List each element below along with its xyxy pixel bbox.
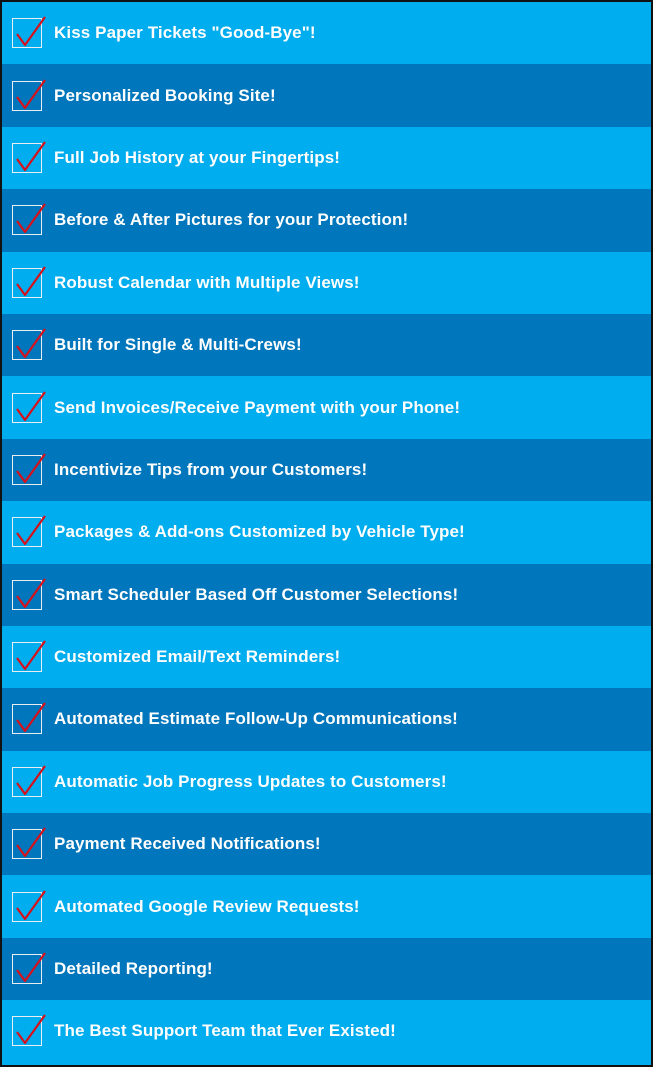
feature-row bbox=[2, 626, 651, 688]
checkbox-checked-icon bbox=[12, 81, 42, 111]
feature-label: Full Job History at your Fingertips! bbox=[54, 147, 341, 167]
feature-label: Packages & Add-ons Customized by Vehicle Type! bbox=[54, 522, 465, 542]
feature-label: Send Invoices/Receive Payment with your Phone! bbox=[54, 397, 461, 417]
feature-row bbox=[2, 1000, 651, 1062]
feature-label: Personalized Booking Site! bbox=[54, 85, 276, 105]
feature-label: Kiss Paper Tickets "Good-Bye"! bbox=[54, 23, 316, 43]
checkbox-checked-icon bbox=[12, 892, 42, 922]
checkbox-checked-icon bbox=[12, 580, 42, 610]
checkbox-checked-icon bbox=[12, 829, 42, 859]
checkbox-checked-icon bbox=[12, 330, 42, 360]
checkbox-checked-icon bbox=[12, 704, 42, 734]
feature-row bbox=[2, 252, 651, 314]
feature-row bbox=[2, 688, 651, 750]
feature-label: Automated Google Review Requests! bbox=[54, 896, 360, 916]
feature-row bbox=[2, 564, 651, 626]
feature-label: Detailed Reporting! bbox=[54, 959, 213, 979]
feature-row bbox=[2, 64, 651, 126]
feature-row bbox=[2, 875, 651, 937]
feature-row bbox=[2, 314, 651, 376]
feature-row bbox=[2, 501, 651, 563]
feature-row bbox=[2, 938, 651, 1000]
feature-label: Automatic Job Progress Updates to Customers! bbox=[54, 771, 447, 791]
checkbox-checked-icon bbox=[12, 393, 42, 423]
feature-row bbox=[2, 2, 651, 64]
feature-label: Payment Received Notifications! bbox=[54, 834, 321, 854]
feature-row bbox=[2, 189, 651, 251]
checkbox-checked-icon bbox=[12, 1016, 42, 1046]
checkbox-checked-icon bbox=[12, 767, 42, 797]
checkbox-checked-icon bbox=[12, 268, 42, 298]
checkbox-checked-icon bbox=[12, 205, 42, 235]
checkbox-checked-icon bbox=[12, 517, 42, 547]
feature-label: Smart Scheduler Based Off Customer Selections! bbox=[54, 584, 459, 604]
checkbox-checked-icon bbox=[12, 954, 42, 984]
checkbox-checked-icon bbox=[12, 642, 42, 672]
feature-row bbox=[2, 813, 651, 875]
feature-label: Built for Single & Multi-Crews! bbox=[54, 335, 302, 355]
feature-label: Automated Estimate Follow-Up Communications! bbox=[54, 709, 458, 729]
feature-label: Incentivize Tips from your Customers! bbox=[54, 459, 368, 479]
feature-label: The Best Support Team that Ever Existed! bbox=[54, 1021, 396, 1041]
feature-label: Before & After Pictures for your Protection! bbox=[54, 210, 409, 230]
feature-row bbox=[2, 439, 651, 501]
checkbox-checked-icon bbox=[12, 143, 42, 173]
feature-row bbox=[2, 127, 651, 189]
feature-label: Robust Calendar with Multiple Views! bbox=[54, 272, 360, 292]
checkbox-checked-icon bbox=[12, 18, 42, 48]
feature-row bbox=[2, 376, 651, 438]
feature-label: Customized Email/Text Reminders! bbox=[54, 647, 341, 667]
feature-row bbox=[2, 751, 651, 813]
checkbox-checked-icon bbox=[12, 455, 42, 485]
